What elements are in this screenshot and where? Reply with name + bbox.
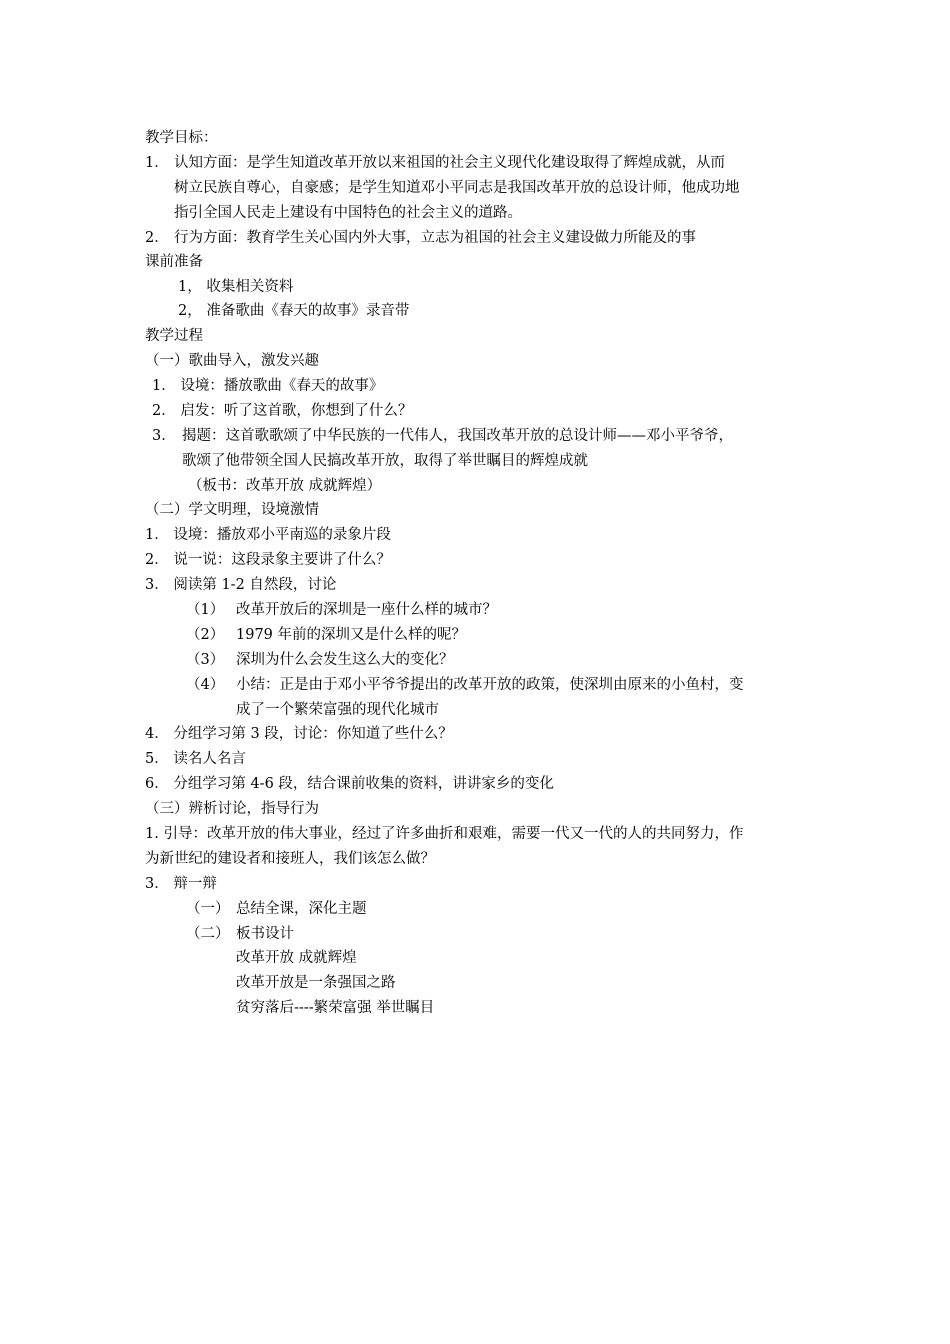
board-design-number: （二） xyxy=(186,926,230,942)
board-design-text: 板书设计 xyxy=(236,926,294,942)
objective-2-number: 2． xyxy=(145,230,169,246)
objectives-heading: 教学目标： xyxy=(145,130,218,146)
section-1-item-3-line-1: 揭题：这首歌歌颂了中华民族的一代伟人，我国改革开放的总设计师——邓小平爷爷， xyxy=(182,428,733,444)
section-1-item-3-number: 3． xyxy=(152,428,176,444)
objective-1-number: 1． xyxy=(145,155,169,171)
section-1-item-3-line-2: 歌颂了他带领全国人民搞改革开放，取得了举世瞩目的辉煌成就 xyxy=(182,453,588,469)
section-1-heading: （一）歌曲导入，激发兴趣 xyxy=(145,353,319,369)
objective-1-line-3: 指引全国人民走上建设有中国特色的社会主义的道路。 xyxy=(174,205,522,221)
question-3-text: 深圳为什么会发生这么大的变化？ xyxy=(236,652,454,668)
board-line-2: 改革开放是一条强国之路 xyxy=(236,975,396,991)
board-line-1: 改革开放 成就辉煌 xyxy=(236,950,357,966)
section-2-item-1: 1． 设境：播放邓小平南巡的录象片段 xyxy=(145,527,391,543)
board-line-3: 贫穷落后----繁荣富强 举世瞩目 xyxy=(236,1000,435,1016)
question-1-text: 改革开放后的深圳是一座什么样的城市？ xyxy=(236,602,497,618)
section-3-heading: （三）辨析讨论，指导行为 xyxy=(145,801,319,817)
objective-2-line-1: 行为方面：教育学生关心国内外大事，立志为祖国的社会主义建设做力所能及的事 xyxy=(174,230,696,246)
section-2-item-3: 3． 阅读第 1-2 自然段，讨论 xyxy=(145,577,337,593)
section-2-item-4: 4． 分组学习第 3 段，讨论：你知道了些什么？ xyxy=(145,726,453,742)
prep-item-2: 2， 准备歌曲《春天的故事》录音带 xyxy=(178,303,410,319)
process-heading: 教学过程 xyxy=(145,328,203,344)
objective-1-line-2: 树立民族自尊心，自豪感；是学生知道邓小平同志是我国改革开放的总设计师，他成功地 xyxy=(174,180,740,196)
objective-1-line-1: 认知方面：是学生知道改革开放以来祖国的社会主义现代化建设取得了辉煌成就，从而 xyxy=(174,155,725,171)
question-2-number: （2） xyxy=(186,627,225,643)
question-4-line-1: 小结：正是由于邓小平爷爷提出的改革开放的政策，使深圳由原来的小鱼村，变 xyxy=(236,677,744,693)
section-2-item-6: 6． 分组学习第 4-6 段，结合课前收集的资料，讲讲家乡的变化 xyxy=(145,776,554,792)
section-2-item-5: 5． 读名人名言 xyxy=(145,751,246,767)
section-3-item-1-line-2: 为新世纪的建设者和接班人，我们该怎么做？ xyxy=(145,851,435,867)
question-4-line-2: 成了一个繁荣富强的现代化城市 xyxy=(236,702,439,718)
question-3-number: （3） xyxy=(186,652,225,668)
question-1-number: （1） xyxy=(186,602,225,618)
section-1-board-note: （板书：改革开放 成就辉煌） xyxy=(188,478,382,494)
section-3-item-3: 3． 辩一辩 xyxy=(145,876,217,892)
section-3-item-1-line-1: 1. 引导：改革开放的伟大事业，经过了许多曲折和艰难，需要一代又一代的人的共同努力，作 xyxy=(145,826,744,842)
summary-text: 总结全课，深化主题 xyxy=(236,901,367,917)
section-1-item-1: 1． 设境：播放歌曲《春天的故事》 xyxy=(152,378,384,394)
question-2-text: 1979 年前的深圳又是什么样的呢？ xyxy=(236,627,467,643)
section-2-heading: （二）学文明理，设境激情 xyxy=(145,502,319,518)
section-1-item-2: 2． 启发：听了这首歌，你想到了什么？ xyxy=(152,403,413,419)
section-2-item-2: 2． 说一说：这段录象主要讲了什么？ xyxy=(145,552,391,568)
prep-heading: 课前准备 xyxy=(145,254,203,270)
summary-number: （一） xyxy=(186,901,230,917)
prep-item-1: 1， 收集相关资料 xyxy=(178,279,294,295)
question-4-number: （4） xyxy=(186,677,225,693)
